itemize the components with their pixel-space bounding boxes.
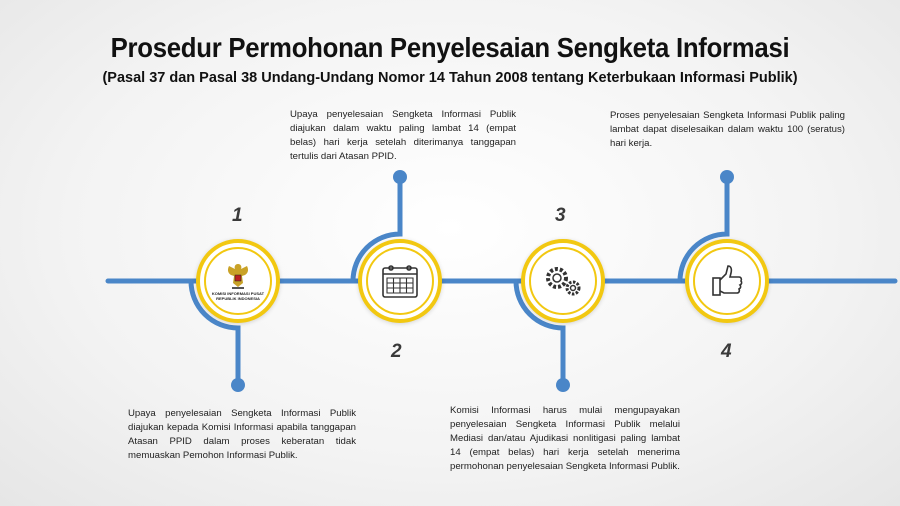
step-1-description: Upaya penyelesaian Sengketa Informasi Publik diajukan kepada Komisi Informasi apabila tanggapan Atasan PPID dalam proses keberatan tidak memuaskan Pemohon Informasi Publik. xyxy=(128,408,356,461)
thumbs-up-icon xyxy=(709,263,745,299)
step-number-1: 1 xyxy=(232,205,243,226)
calendar-icon xyxy=(380,263,420,299)
step-3-node xyxy=(521,239,605,323)
step-number-4: 4 xyxy=(721,341,732,362)
connector-dot-3 xyxy=(556,378,570,392)
connector-dot-2 xyxy=(393,170,407,184)
gears-icon xyxy=(541,263,585,299)
logo-text: KOMISI INFORMASI PUSAT REPUBLIK INDONESIA xyxy=(211,291,265,301)
page-title: Prosedur Permohonan Penyelesaian Sengketa Informasi xyxy=(110,32,790,63)
step-number-3: 3 xyxy=(555,205,566,226)
page-subtitle: (Pasal 37 dan Pasal 38 Undang-Undang Nomor 14 Tahun 2008 tentang Keterbukaan Informasi Publik) xyxy=(102,70,798,86)
garuda-logo-icon xyxy=(221,261,255,291)
step-number-2: 2 xyxy=(391,341,402,362)
connector-dot-1 xyxy=(231,378,245,392)
step-4-description: Proses penyelesaian Sengketa Informasi Publik paling lambat dapat diselesaikan dalam waktu 100 (seratus) hari kerja. xyxy=(610,110,845,149)
step-1-node xyxy=(196,239,280,323)
step-3-description: Komisi Informasi harus mulai mengupayakan penyelesaian Sengketa Informasi Publik melalui Mediasi dan/atau Ajudikasi nonlitigasi paling lambat 14 (empat belas) hari kerja setelah menerima permohonan penyelesaian Sengketa Informasi Publik. xyxy=(450,405,680,472)
connector-dot-4 xyxy=(720,170,734,184)
step-4-node xyxy=(685,239,769,323)
step-2-node xyxy=(358,239,442,323)
step-2-description: Upaya penyelesaian Sengketa Informasi Publik diajukan dalam waktu paling lambat 14 (empat belas) hari kerja setelah diterimanya tanggapan tertulis dari Atasan PPID. xyxy=(290,109,516,162)
